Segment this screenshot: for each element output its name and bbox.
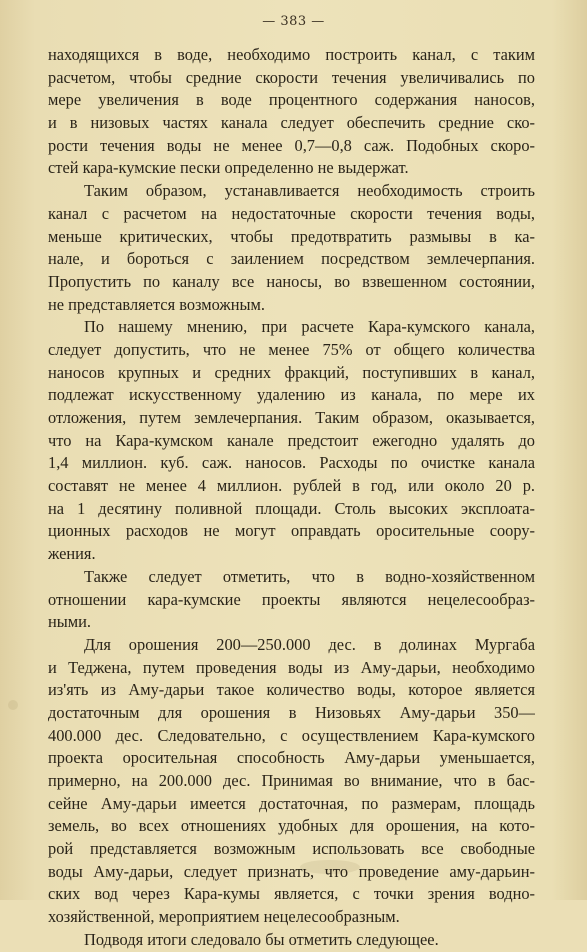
text-line: достаточным для орошения в Низовьях Аму-дарьи 350— (48, 702, 535, 722)
text-line: рости течения воды не менее 0,7—0,8 саж. Подобных скоро- (48, 135, 535, 155)
text-line: подлежат искусственному удалению из канала, по мере их (48, 385, 535, 405)
text-line: 1,4 миллион. куб. саж. наносов. Расходы по очистке канала (48, 453, 535, 473)
text-line: хозяйственной, мероприятием нецелесообразным. (48, 907, 400, 927)
body-text (48, 44, 535, 952)
text-line: жения. (48, 544, 96, 564)
text-line: из'ять из Аму-дарьи такое количество воды, которое является (48, 680, 535, 700)
text-line: следует допустить, что не менее 75% от общего количества (48, 339, 535, 359)
text-line: Для орошения 200—250.000 дес. в долинах Мургаба (84, 634, 535, 654)
page-number: — 383 — (262, 14, 325, 29)
text-line: не представляется возможным. (48, 294, 266, 314)
text-line: ских вод через Кара-кумы является, с точки зрения водно- (48, 884, 535, 904)
text-line: стей кара-кумские пески определенно не выдержат. (48, 158, 409, 178)
text-line: рой представляется возможным использовать все свободные (48, 839, 535, 859)
text-line: сейне Аму-дарьи имеется достаточная, по размерам, площадь (48, 793, 535, 813)
text-line: и Теджена, путем проведения воды из Аму-дарьи, необходимо (48, 657, 535, 677)
text-line: составят не менее 4 миллион. рублей в год, или около 20 р. (48, 476, 535, 496)
text-line: Таким образом, устанавливается необходимость строить (84, 181, 535, 201)
text-line: мере увеличения в воде процентного содержания наносов, (48, 90, 535, 110)
paper-stain (8, 700, 18, 710)
text-line: и в низовых частях канала следует обеспечить средние ско- (48, 113, 535, 133)
text-line: земель, во всех отношениях удобных для орошения, на кото- (48, 816, 535, 836)
text-line: что на Кара-кумском канале предстоит ежегодно удалять до (48, 430, 535, 450)
text-line: Подводя итоги следовало бы отметить следующее. (84, 929, 439, 949)
text-line: ными. (48, 612, 92, 632)
text-line: 400.000 дес. Следовательно, с осуществлением Кара-кумского (48, 725, 535, 745)
text-line: проекта оросительная способность Аму-дарьи уменьшается, (48, 748, 535, 768)
text-line: меньше критических, чтобы предотвратить размывы в ка- (48, 226, 535, 246)
text-line: воды Аму-дарьи, следует признать, что проведение аму-дарьин- (48, 861, 535, 881)
text-line: Пропустить по каналу все наносы, во взвешенном состоянии, (48, 271, 535, 291)
text-line: ционных расходов не могут оправдать оросительные соору- (48, 521, 535, 541)
text-line: нале, и бороться с заилением посредством землечерпания. (48, 249, 535, 269)
text-line: примерно, на 200.000 дес. Принимая во внимание, что в бас- (48, 771, 535, 790)
text-line: отношении кара-кумские проекты являются нецелесообраз- (48, 589, 535, 609)
text-line: По нашему мнению, при расчете Кара-кумского канала, (84, 317, 535, 337)
text-line: Также следует отметить, что в водно-хозяйственном (84, 566, 535, 586)
text-line: наносов крупных и средних фракций, поступивших в канал, (48, 362, 535, 382)
text-line: канал с расчетом на недостаточные скорости течения воды, (48, 203, 535, 223)
text-line: отложения, путем землечерпания. Таким образом, оказывается, (48, 408, 535, 427)
text-line: расчетом, чтобы средние скорости течения увеличивались по (48, 67, 535, 87)
text-line: находящихся в воде, необходимо построить канал, с таким (48, 45, 535, 64)
text-line: на 1 десятину поливной площади. Столь высоких эксплоата- (48, 498, 535, 518)
